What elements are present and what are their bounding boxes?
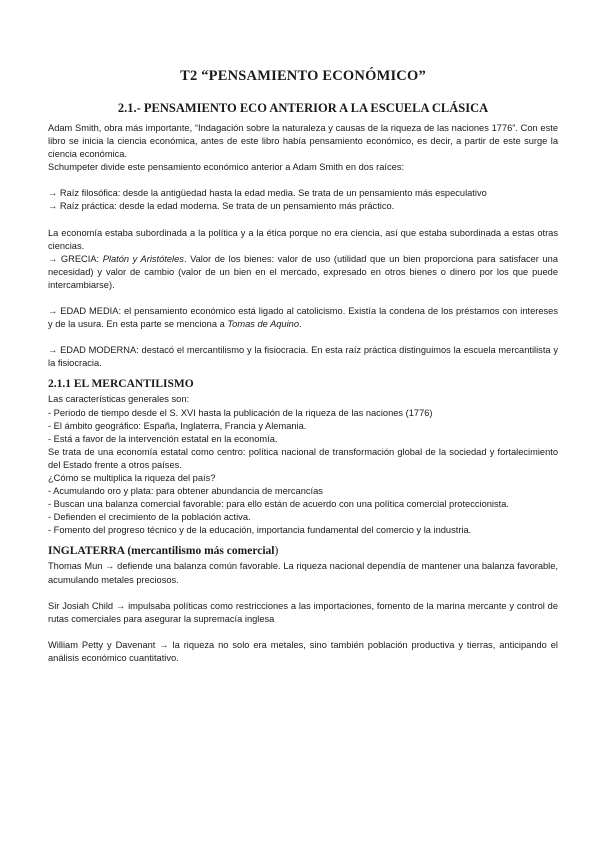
raiz-filosofica: → Raíz filosófica: desde la antigüedad hasta la edad media. Se trata de un pensamiento más especulativo xyxy=(48,188,487,199)
edad-moderna-paragraph: → EDAD MODERNA: destacó el mercantilismo y la fisiocracia. En esta raíz práctica distinguimos la escuela mercantilista y la fisiocracia. xyxy=(48,345,558,369)
schumpeter-paragraph: Schumpeter divide este pensamiento económico anterior a Adam Smith en dos raíces: xyxy=(48,162,405,173)
document-page xyxy=(48,68,558,665)
caracteristicas-intro: Las características generales son: xyxy=(48,394,190,405)
inglaterra-heading-main: INGLATERRA xyxy=(48,545,128,558)
raiz-practica: → Raíz práctica: desde la edad moderna. Se trata de un pensamiento más práctico. xyxy=(48,201,395,212)
edad-media-name: Tomas de Aquino xyxy=(227,319,300,330)
caracteristica-item: - Periodo de tiempo desde el S. XVI hasta la publicación de la riqueza de las naciones (1776) xyxy=(48,407,433,418)
inglaterra-heading-close: ) xyxy=(274,545,279,558)
riqueza-question: ¿Cómo se multiplica la riqueza del país? xyxy=(48,472,216,483)
josiah-child-paragraph: Sir Josiah Child → impulsaba políticas como restricciones a las importaciones, fomento de la marina mercante y control de rutas comerciales para asegurar la supremacía inglesa xyxy=(48,600,558,624)
grecia-prefix: → GRECIA: xyxy=(48,253,103,264)
edad-media-paragraph xyxy=(48,305,558,331)
grecia-rest: . Valor de los bienes: valor de uso (utilidad que un bien proporciona para satisfacer una necesidad) y valor de cambio (valor de un bien en el mercado, expresado en otros bienes o dinero por los que puede intercambiarse). xyxy=(48,253,559,290)
petty-davenant-paragraph: William Petty y Davenant → la riqueza no solo era metales, sino también población productiva y tierras, anticipando el análisis económico cuantitativo. xyxy=(48,639,558,663)
inglaterra-heading-paren: (mercantilismo más comercial xyxy=(127,545,275,558)
economia-estatal-paragraph: Se trata de una economía estatal como centro: política nacional de transformación global de la sociedad y fortalecimiento del Estado frente a otros países. xyxy=(48,446,558,470)
edad-media-text: → EDAD MEDIA: el pensamiento económico está ligado al catolicismo. Existía la condena de los préstamos con intereses y de la usura. En esta parte se menciona a xyxy=(48,306,558,330)
riqueza-answer-item: - Defienden el crecimiento de la población activa. xyxy=(48,512,251,523)
riqueza-answer-item: - Acumulando oro y plata: para obtener abundancia de mercancías xyxy=(48,486,323,497)
economia-subordinada-paragraph: La economía estaba subordinada a la política y a la ética porque no era ciencia, así que estaba subordinada a estas otras ciencias. xyxy=(48,227,558,251)
caracteristica-item: - Está a favor de la intervención estatal en la economía. xyxy=(48,433,278,444)
riqueza-answer-item: - Fomento del progreso técnico y de la educación, importancia fundamental del comercio y la industria. xyxy=(48,525,472,536)
section-heading-2-1: 2.1.- PENSAMIENTO ECO ANTERIOR A LA ESCUELA CLÁSICA xyxy=(117,101,489,115)
edad-media-end: . xyxy=(299,319,302,330)
grecia-paragraph xyxy=(48,253,558,292)
grecia-names: Platón y Aristóteles xyxy=(102,253,184,264)
intro-paragraph: Adam Smith, obra más importante, “Indagación sobre la naturaleza y causas de la riqueza de las naciones 1776”. Con este libro se inicia la ciencia económica, antes de este libro había pensamiento económico, es decir, a partir de este surge la ciencia económica. xyxy=(48,123,558,160)
section-heading-2-1-1: 2.1.1 EL MERCANTILISMO xyxy=(48,378,194,391)
riqueza-answer-item: - Buscan una balanza comercial favorable: para ello están de acuerdo con una política comercial proteccionista. xyxy=(48,499,509,510)
page-title: T2 “PENSAMIENTO ECONÓMICO” xyxy=(180,68,426,84)
inglaterra-heading xyxy=(48,545,558,557)
caracteristica-item: - El ámbito geográfico: España, Inglaterra, Francia y Alemania. xyxy=(48,420,307,431)
thomas-mun-paragraph: Thomas Mun → defiende una balanza común favorable. La riqueza nacional dependía de mantener una balanza favorable, acumulando metales preciosos. xyxy=(48,561,558,585)
